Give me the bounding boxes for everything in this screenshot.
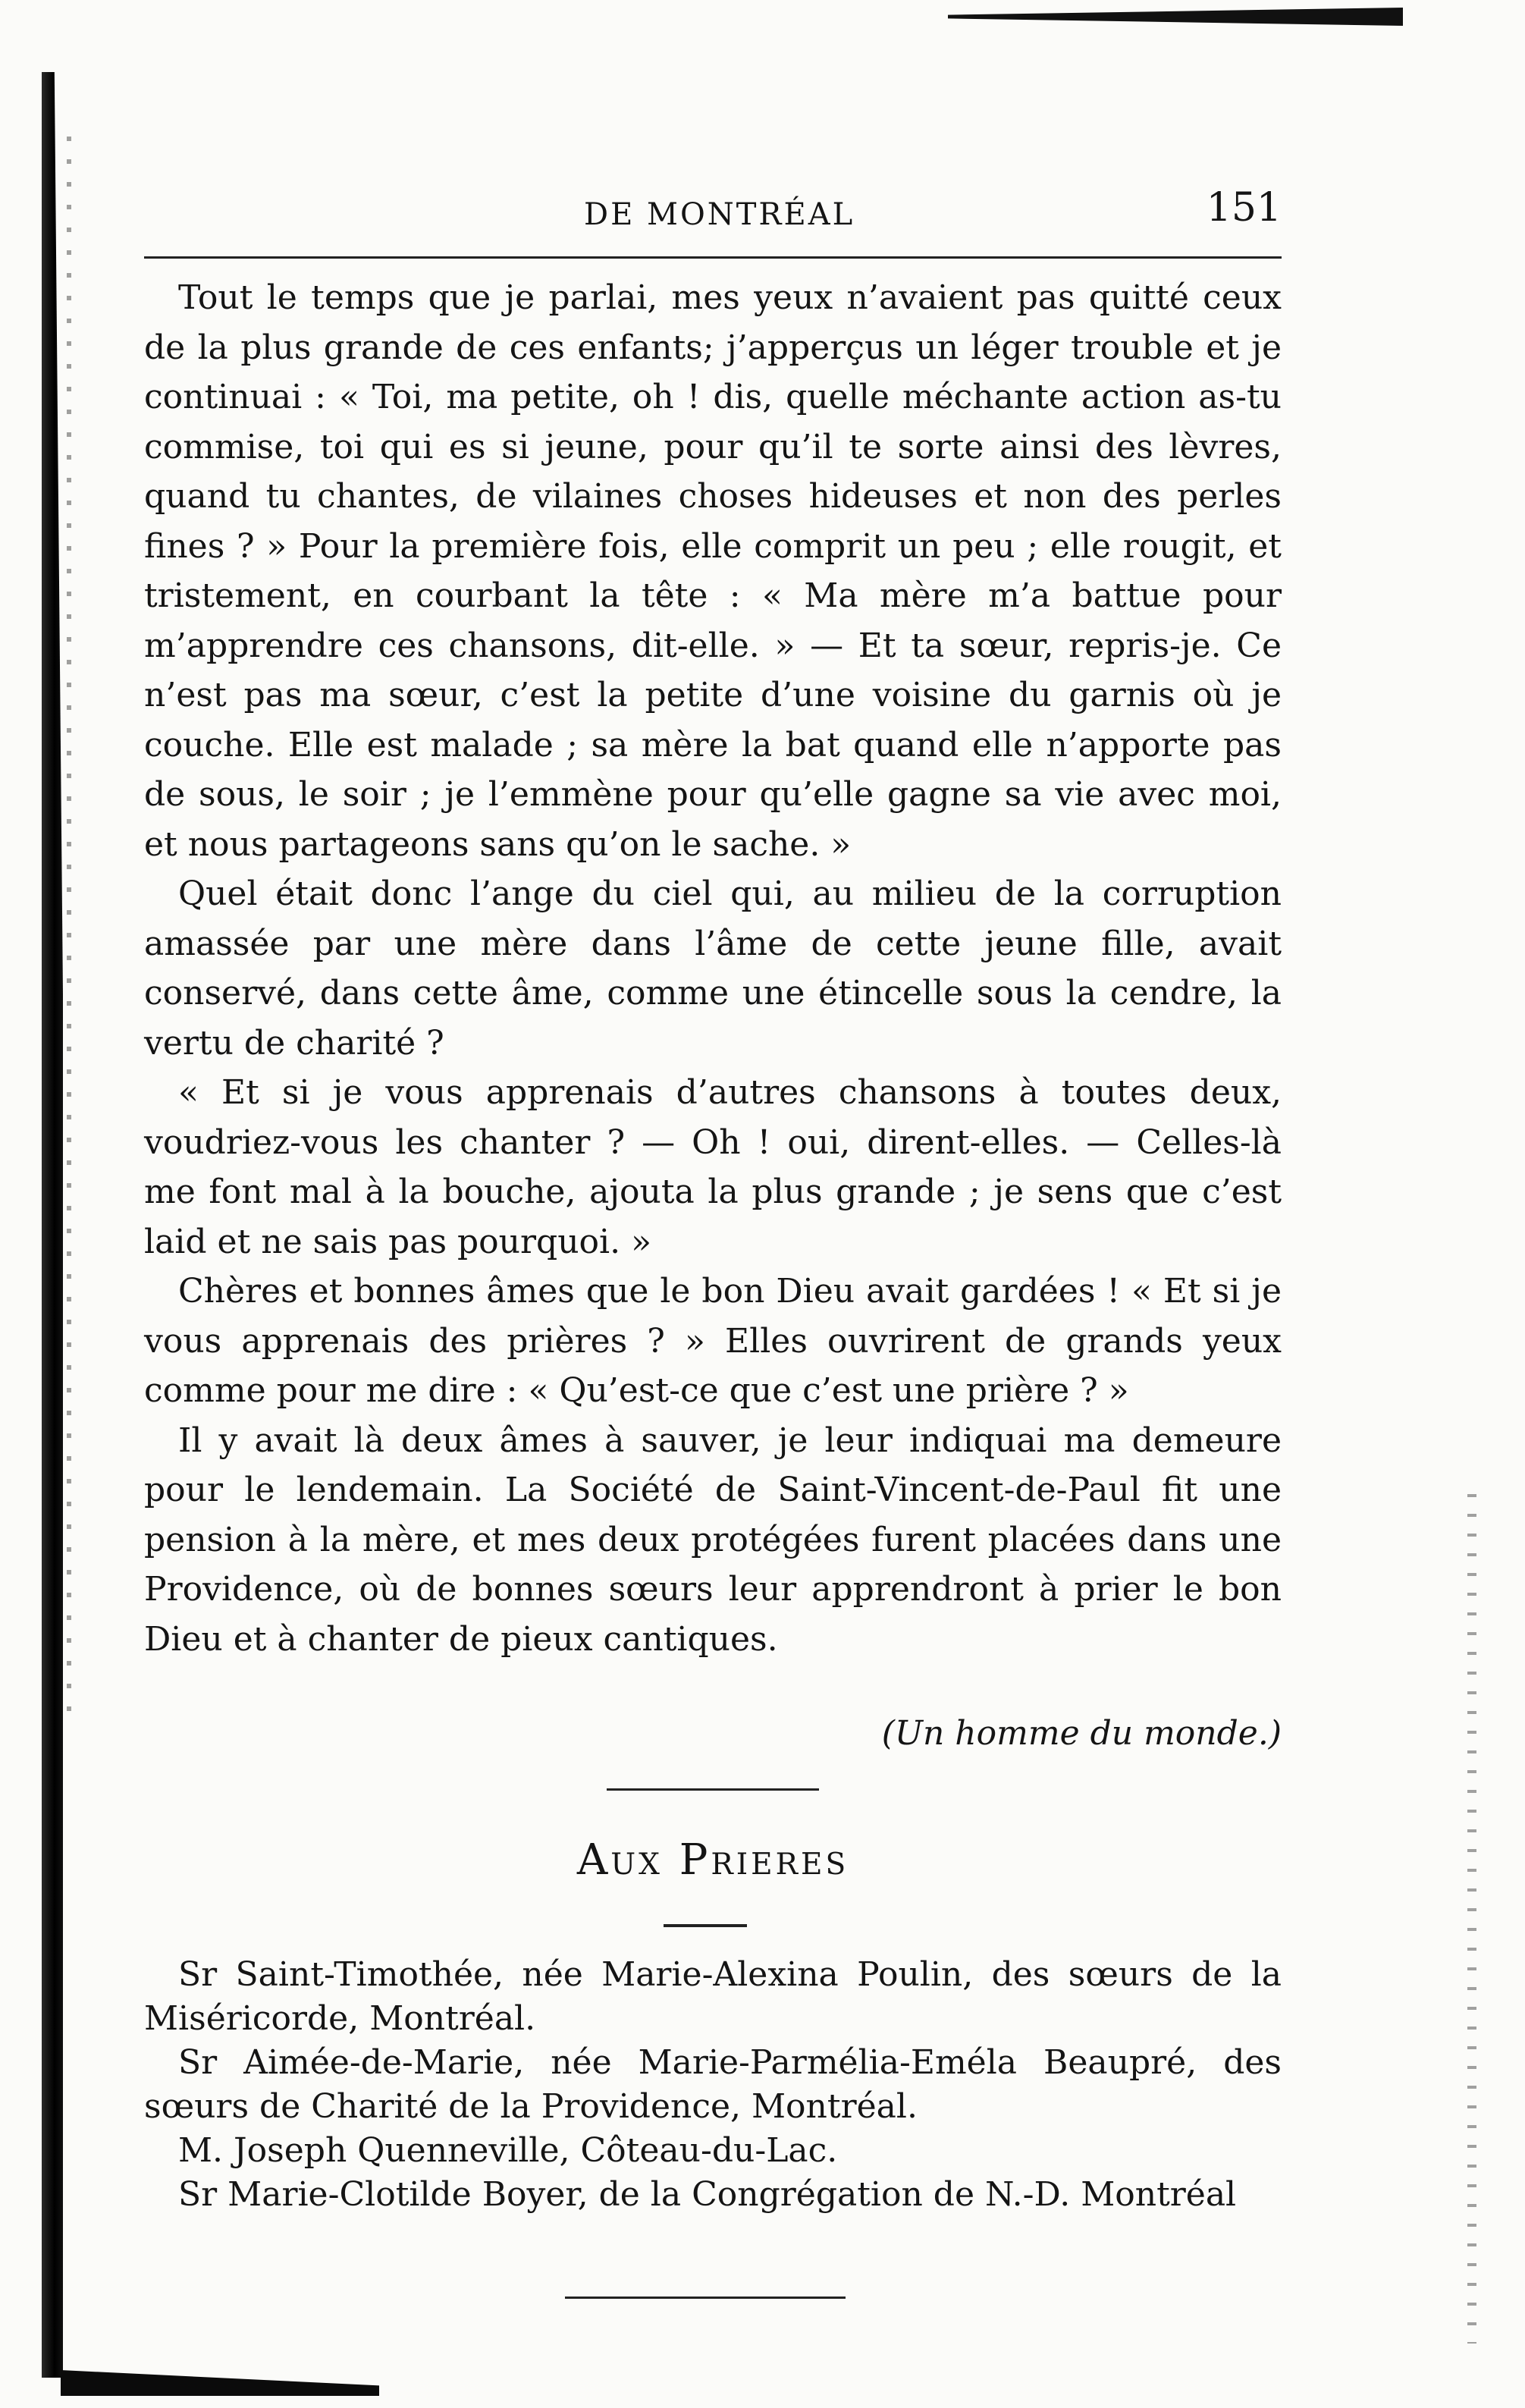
- scan-edge-mark: [61, 2370, 379, 2396]
- title-rule: [664, 1924, 747, 1927]
- running-title: DE MONTRÉAL: [584, 197, 855, 232]
- running-header: [144, 182, 1282, 235]
- book-spine-shadow: [42, 72, 63, 2378]
- end-rule: [565, 2297, 846, 2299]
- list-item: Sr Aimée-de-Marie, née Marie-Parmélia-Eméla Beaupré, des sœurs de Charité de la Providence, Montréal.: [144, 2043, 1282, 2126]
- paragraph: Chères et bonnes âmes que le bon Dieu avait gardées ! « Et si je vous apprenais des prières ? » Elles ouvrirent de grands yeux comme pour me dire : « Qu’est-ce que c’est une prière ? »: [144, 1272, 1282, 1410]
- obituary-list: [144, 1953, 1282, 2217]
- section-divider: [607, 1788, 819, 1791]
- scan-edge-mark: [948, 8, 1403, 26]
- header-rule: [144, 256, 1282, 259]
- paragraph: « Et si je vous apprenais d’autres chansons à toutes deux, voudriez-vous les chanter ? — Oh ! oui, dirent-elles. — Celles-là me font mal à la bouche, ajouta la plus grande ; je sens que c’est laid et ne sais pas pourquoi. »: [144, 1073, 1282, 1261]
- scan-dust: [1467, 1494, 1476, 2344]
- list-item: Sr Saint-Timothée, née Marie-Alexina Poulin, des sœurs de la Miséricorde, Montréal.: [144, 1955, 1282, 2038]
- paragraph: Il y avait là deux âmes à sauver, je leur indiquai ma demeure pour le lendemain. La Société de Saint-Vincent-de-Paul fit une pension à la mère, et mes deux protégées furent placées dans une Providence, où de bonnes sœurs leur apprendront à prier le bon Dieu et à chanter de pieux cantiques.: [144, 1421, 1282, 1659]
- scan-dust: [67, 137, 71, 1729]
- paragraph: Quel était donc l’ange du ciel qui, au milieu de la corruption amassée par une mère dans l’âme de cette jeune fille, avait conservé, dans cette âme, comme une étincelle sous la cendre, la vertu de charité ?: [144, 874, 1282, 1063]
- attribution: (Un homme du monde.): [881, 1714, 1282, 1753]
- list-item: Sr Marie-Clotilde Boyer, de la Congrégation de N.-D. Montréal: [178, 2175, 1237, 2214]
- paragraph: Tout le temps que je parlai, mes yeux n’avaient pas quitté ceux de la plus grande de ces enfants; j’apperçus un léger trouble et je continuai : « Toi, ma petite, oh ! dis, quelle méchante action as-tu commise, toi qui es si jeune, pour qu’il te sorte ainsi des lèvres, quand tu chantes, de vilaines choses hideuses et non des perles fines ? » Pour la première fois, elle comprit un peu ; elle rougit, et tristement, en courbant la tête : « Ma mère m’a battue pour m’apprendre ces chansons, dit-elle. » — Et ta sœur, repris-je. Ce n’est pas ma sœur, c’est la petite d’une voisine du garnis où je couche. Elle est malade ; sa mère la bat quand elle n’apporte pas de sous, le soir ; je l’emmène pour qu’elle gagne sa vie avec moi, et nous partageons sans qu’on le sache. »: [144, 278, 1282, 864]
- article-body: [144, 273, 1282, 1664]
- page-number: 151: [1206, 185, 1282, 231]
- list-item: M. Joseph Quenneville, Côteau-du-Lac.: [178, 2131, 838, 2170]
- section-title: Aux Prieres: [576, 1835, 849, 1885]
